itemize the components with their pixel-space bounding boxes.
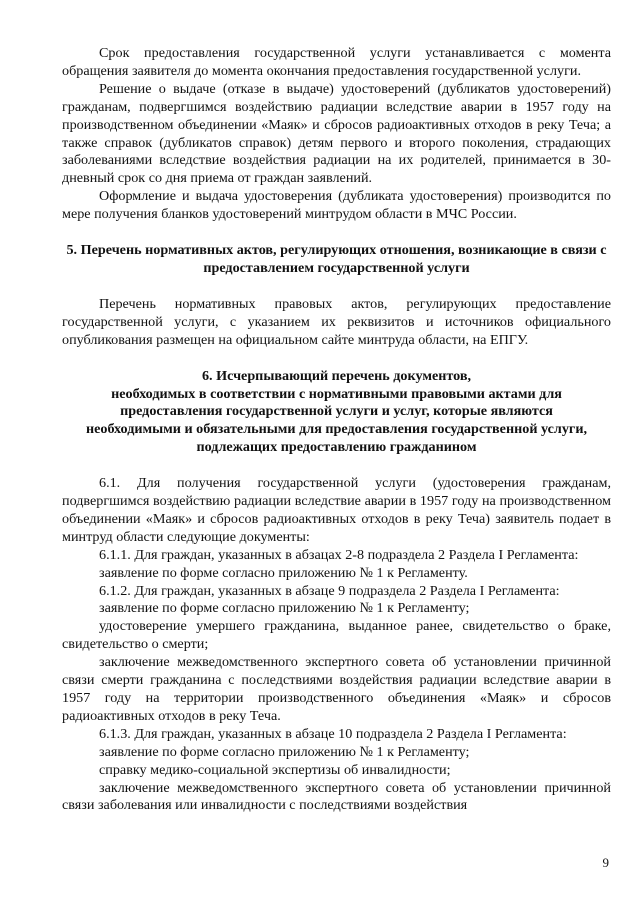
section-6-heading-line: необходимыми и обязательными для предоставления государственной услуги, <box>85 421 588 438</box>
section-5-paragraph: Перечень нормативных правовых актов, регулирующих предоставление государственной услуги, с указанием их реквизитов и источников официального опубликования размещен на официальном сайте минтруда области, на ЕПГУ. <box>62 295 611 348</box>
document-page <box>62 45 611 815</box>
section-6-paragraph-6-1-1: 6.1.1. Для граждан, указанных в абзацах 2-8 подраздела 2 Раздела I Регламента: <box>99 546 579 563</box>
section-6-heading-line: подлежащих предоставлению гражданином <box>196 439 477 456</box>
page-number: 9 <box>602 855 609 870</box>
list-item: заключение межведомственного экспертного совета об установлении причинной связи заболевания или инвалидности с последствиями воздействия <box>62 779 611 814</box>
list-item: заявление по форме согласно приложению № 1 к Регламенту; <box>99 743 470 760</box>
spacer <box>62 457 611 475</box>
section-5-heading: 5. Перечень нормативных актов, регулирующих отношения, возникающие в связи с предоставлением государственной услуги <box>66 242 607 276</box>
list-item: заключение межведомственного экспертного совета об установлении причинной связи смерти гражданина с последствиями воздействия радиации вследствие аварии в 1957 году на территории производственного объединения «Маяк» и сбросов радиоактивных отходов в реку Теча. <box>62 654 611 724</box>
section-6-heading-line: предоставления государственной услуги и услуг, которые являются <box>120 403 553 420</box>
intro-paragraph-3: Оформление и выдача удостоверения (дубликата удостоверения) производится по мере получения бланков удостоверений минтрудом области в МЧС России. <box>62 188 611 223</box>
section-6-heading-line: 6. Исчерпывающий перечень документов, <box>201 367 472 384</box>
section-6-heading-line: необходимых в соответствии с нормативными правовыми актами для <box>111 385 562 402</box>
intro-paragraph-2: Решение о выдаче (отказе в выдаче) удостоверений (дубликатов удостоверений) гражданам, подвергшимся воздействию радиации вследствие аварии в 1957 году на производственном объединении «Маяк» и сбросов радиоактивных отходов в реку Теча; а также справок (дубликатов справок) детям первого и второго поколения, страдающих заболеваниями вследствие воздействия радиации на их родителей, принимается в 30-дневный срок со дня приема от граждан заявлений. <box>62 80 611 187</box>
list-item: заявление по форме согласно приложению № 1 к Регламенту. <box>99 564 468 581</box>
spacer <box>62 350 611 368</box>
list-item: справку медико-социальной экспертизы об инвалидности; <box>99 761 451 778</box>
section-6-paragraph-6-1-2: 6.1.2. Для граждан, указанных в абзаце 9 подраздела 2 Раздела I Регламента: <box>99 582 560 599</box>
section-6-paragraph-6-1-3: 6.1.3. Для граждан, указанных в абзаце 10 подраздела 2 Раздела I Регламента: <box>99 725 567 742</box>
section-6-heading <box>62 368 611 458</box>
list-item: удостоверение умершего гражданина, выданное ранее, свидетельство о браке, свидетельство о смерти; <box>62 618 611 653</box>
spacer <box>62 278 611 296</box>
section-6-paragraph-6-1: 6.1. Для получения государственной услуги (удостоверения гражданам, подвергшимся воздействию радиации вследствие аварии в 1957 году на производственном объединении «Маяк» и сбросов радиоактивных отходов в реку Теча) заявитель подает в минтруд области следующие документы: <box>62 475 611 545</box>
spacer <box>62 224 611 242</box>
list-item: заявление по форме согласно приложению № 1 к Регламенту; <box>99 600 470 617</box>
intro-paragraph-1: Срок предоставления государственной услуги устанавливается с момента обращения заявителя до момента окончания предоставления государственной услуги. <box>62 45 611 79</box>
